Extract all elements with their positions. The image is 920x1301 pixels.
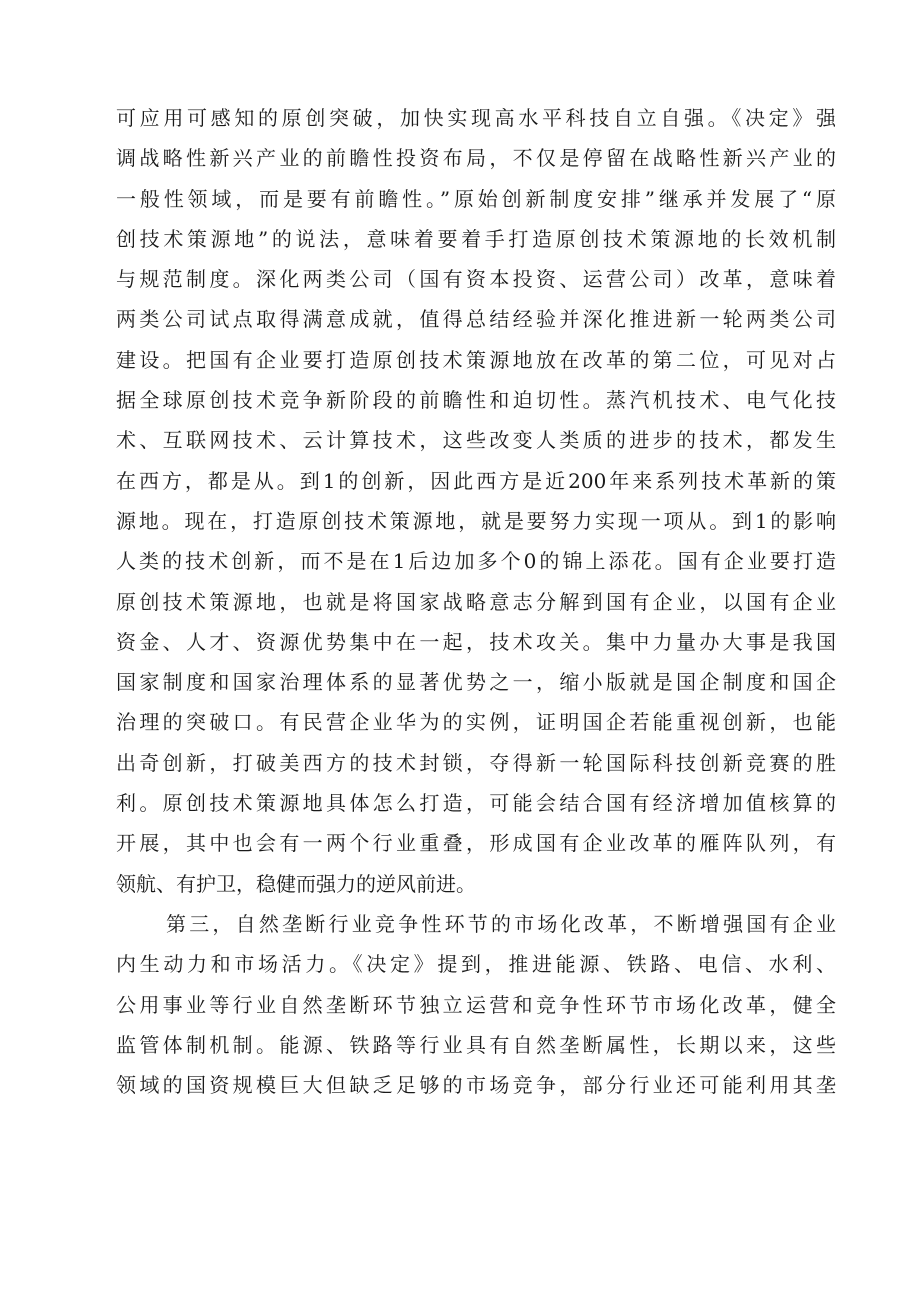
text-line: 原创技术策源地，也就是将国家战略意志分解到国有企业，以国有企业 — [116, 589, 836, 614]
text-line: 公用事业等行业自然垄断环节独立运营和竞争性环节市场化改革，健全 — [116, 992, 836, 1017]
text-line: 可应用可感知的原创突破，加快实现高水平科技自立自强。《决定》强 — [116, 106, 836, 130]
text-line: 出奇创新，打破美西方的技术封锁，夺得新一轮国际科技创新竞赛的胜 — [116, 750, 836, 775]
text-line: 与规范制度。深化两类公司（国有资本投资、运营公司）改革，意味着 — [116, 267, 836, 292]
text-line: 调战略性新兴产业的前瞻性投资布局，不仅是停留在战略性新兴产业的 — [116, 146, 836, 171]
text-line: 资金、人才、资源优势集中在一起，技术攻关。集中力量办大事是我国 — [116, 629, 836, 654]
text-line: 源地。现在，打造原创技术策源地，就是要努力实现一项从。到1的影响 — [116, 508, 836, 533]
text-line: 开展，其中也会有一两个行业重叠，形成国有企业改革的雁阵队列，有 — [116, 831, 836, 856]
text-line: 据全球原创技术竞争新阶段的前瞻性和迫切性。蒸汽机技术、电气化技 — [116, 388, 836, 413]
body-text — [116, 98, 836, 1105]
text-line: 两类公司试点取得满意成就，值得总结经验并深化推进新一轮两类公司 — [116, 307, 836, 332]
text-line: 术、互联网技术、云计算技术，这些改变人类质的进步的技术，都发生 — [116, 428, 836, 453]
text-line: 利。原创技术策源地具体怎么打造，可能会结合国有经济增加值核算的 — [116, 791, 836, 816]
text-line: 人类的技术创新，而不是在1后边加多个0的锦上添花。国有企业要打造 — [116, 549, 836, 574]
text-line: 治理的突破口。有民营企业华为的实例，证明国企若能重视创新，也能 — [116, 710, 836, 735]
text-line: 在西方，都是从。到1的创新，因此西方是近200年来系列技术革新的策 — [116, 468, 836, 493]
text-line: 内生动力和市场活力。《决定》提到，推进能源、铁路、电信、水利、 — [116, 952, 836, 977]
text-line: 建设。把国有企业要打造原创技术策源地放在改革的第二位，可见对占 — [116, 347, 836, 372]
text-line: 一般性领域，而是要有前瞻性。”原始创新制度安排”继承并发展了“原 — [116, 186, 836, 211]
text-line: 监管体制机制。能源、铁路等行业具有自然垄断属性，长期以来，这些 — [116, 1032, 836, 1057]
text-line: 领域的国资规模巨大但缺乏足够的市场竞争，部分行业还可能利用其垄 — [116, 1073, 836, 1098]
paragraph-end-line: 领航、有护卫，稳健而强力的逆风前进。 — [116, 871, 476, 896]
text-line: 国家制度和国家治理体系的显著优势之一，缩小版就是国企制度和国企 — [116, 670, 836, 695]
text-line: 创技术策源地”的说法，意味着要着手打造原创技术策源地的长效机制 — [116, 226, 836, 251]
paragraph-start-line: 第三，自然垄断行业竞争性环节的市场化改革，不断增强国有企业 — [166, 911, 836, 936]
